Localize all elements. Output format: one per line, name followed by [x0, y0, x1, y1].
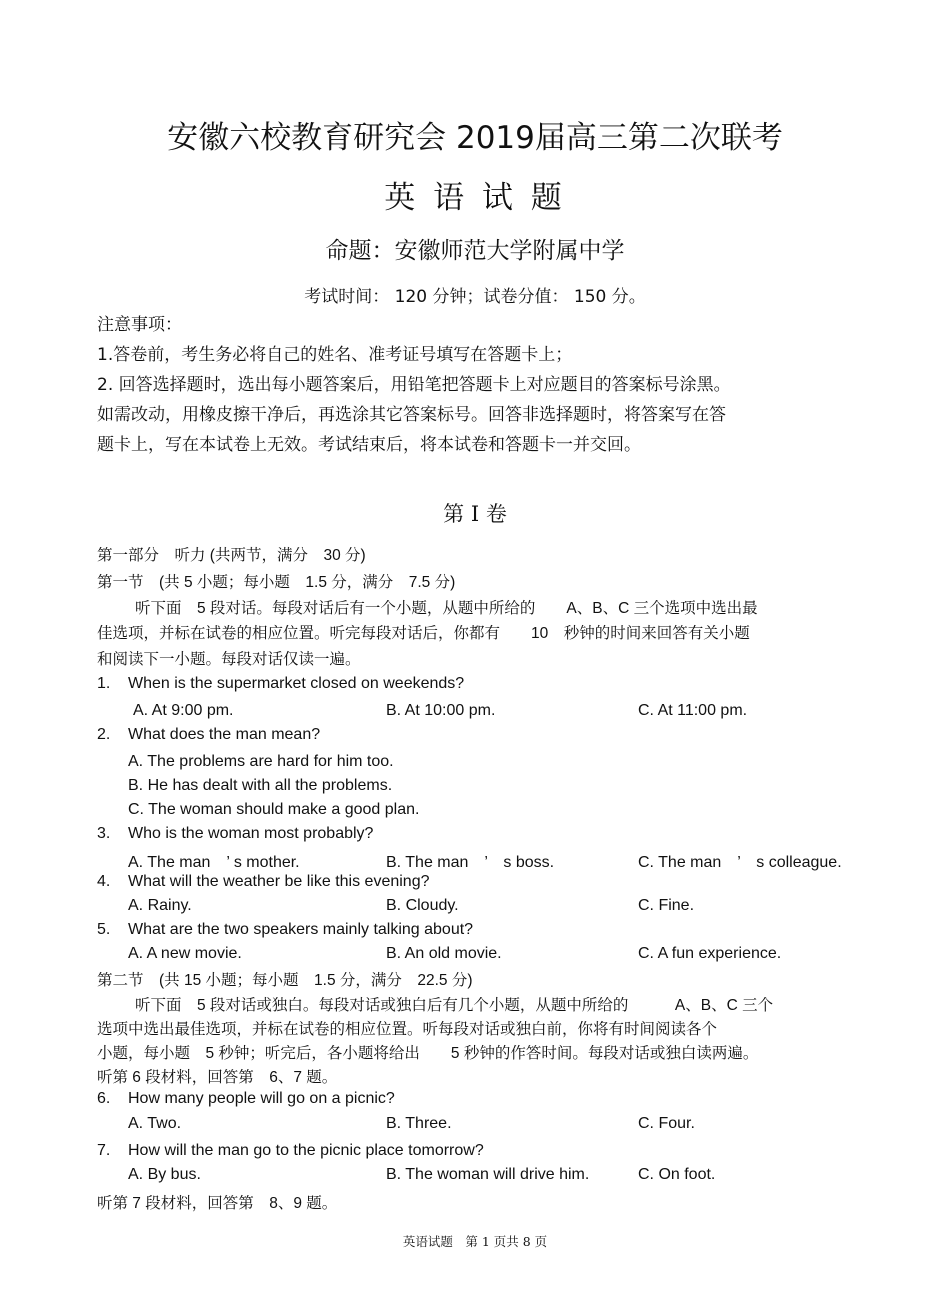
exam-title: 安徽六校教育研究会 2019届高三第二次联考	[167, 120, 783, 156]
option-b: B. The man ’ s boss.	[386, 854, 555, 871]
option-a: A. Two.	[128, 1115, 182, 1132]
option-a: A. Rainy.	[128, 897, 192, 914]
exam-info: 考试时间： 120 分钟；试卷分值： 150 分。	[304, 287, 646, 307]
note-item-1: 1.答卷前，考生务必将自己的姓名、准考证号填写在答题卡上；	[97, 345, 573, 365]
option-c: C. Fine.	[638, 897, 695, 914]
question-setter: 命题：安徽师范大学附属中学	[325, 238, 625, 264]
option-b: B. Cloudy.	[386, 897, 459, 914]
option-c: C. On foot.	[638, 1166, 716, 1183]
option-b: B. The woman will drive him.	[386, 1166, 590, 1183]
notes-heading: 注意事项：	[97, 315, 182, 335]
question-number: 6.	[97, 1090, 111, 1107]
option-c: C. At 11:00 pm.	[638, 702, 748, 719]
question-stem: Who is the woman most probably?	[128, 825, 374, 842]
question-number: 4.	[97, 873, 111, 890]
question-stem: When is the supermarket closed on weekends?	[128, 675, 465, 692]
option-a: A. At 9:00 pm.	[133, 702, 234, 719]
option-a: A. A new movie.	[128, 945, 242, 962]
question-number: 5.	[97, 921, 111, 938]
question-stem: What are the two speakers mainly talking about?	[128, 921, 474, 938]
option-c: C. Four.	[638, 1115, 695, 1132]
question-stem: How many people will go on a picnic?	[128, 1090, 395, 1107]
section1-instruction-line-3: 和阅读下一小题。每段对话仅读一遍。	[97, 651, 361, 668]
option-b: B. An old movie.	[386, 945, 502, 962]
option-b: B. He has dealt with all the problems.	[128, 777, 393, 794]
option-c: C. A fun experience.	[638, 945, 782, 962]
question-stem: What does the man mean?	[128, 726, 321, 743]
material-7-instruction: 听第 7 段材料，回答第 8、9 题。	[97, 1195, 338, 1212]
option-a: A. By bus.	[128, 1166, 201, 1183]
section1-instruction-line-2: 佳选项，并标在试卷的相应位置。听完每段对话后，你都有 10 秒钟的时间来回答有关小题	[97, 625, 750, 642]
section2-instruction-line-2: 选项中选出最佳选项，并标在试卷的相应位置。听每段对话或独白前，你将有时间阅读各个	[97, 1021, 718, 1038]
option-c: C. The woman should make a good plan.	[128, 801, 420, 818]
note-item-2-line-2: 如需改动，用橡皮擦干净后，再选涂其它答案标号。回答非选择题时，将答案写在答	[97, 405, 726, 425]
volume-title: 第 I 卷	[443, 502, 507, 526]
question-number: 2.	[97, 726, 111, 743]
question-stem: What will the weather be like this evening?	[128, 873, 430, 890]
part1-heading: 第一部分 听力 (共两节，满分 30 分)	[97, 547, 366, 564]
question-number: 1.	[97, 675, 111, 692]
question-stem: How will the man go to the picnic place tomorrow?	[128, 1142, 484, 1159]
note-item-2-line-1: 2. 回答选择题时，选出每小题答案后，用铅笔把答题卡上对应题目的答案标号涂黑。	[97, 375, 731, 395]
subject-title: 英 语 试 题	[384, 180, 566, 216]
note-item-2-line-3: 题卡上，写在本试卷上无效。考试结束后，将本试卷和答题卡一并交回。	[97, 435, 641, 455]
question-number: 3.	[97, 825, 111, 842]
option-a: A. The problems are hard for him too.	[128, 753, 394, 770]
section2-instruction-line-1: 听下面 5 段对话或独白。每段对话或独白后有几个小题，从题中所给的 A、B、C 三个	[135, 997, 774, 1014]
option-c: C. The man ’ s colleague.	[638, 854, 842, 871]
option-b: B. At 10:00 pm.	[386, 702, 496, 719]
option-a: A. The man ’ s mother.	[128, 854, 300, 871]
section1-heading: 第一节 (共 5 小题；每小题 1.5 分，满分 7.5 分)	[97, 574, 456, 591]
section1-instruction-line-1: 听下面 5 段对话。每段对话后有一个小题，从题中所给的 A、B、C 三个选项中选出最	[135, 600, 758, 617]
page-footer: 英语试题 第 1 页共 8 页	[402, 1234, 548, 1249]
option-b: B. Three.	[386, 1115, 452, 1132]
material-6-instruction: 听第 6 段材料，回答第 6、7 题。	[97, 1069, 338, 1086]
section2-instruction-line-3: 小题，每小题 5 秒钟；听完后，各小题将给出 5 秒钟的作答时间。每段对话或独白读两遍。	[97, 1045, 759, 1062]
question-number: 7.	[97, 1142, 111, 1159]
section2-heading: 第二节 (共 15 小题；每小题 1.5 分，满分 22.5 分)	[97, 972, 473, 989]
